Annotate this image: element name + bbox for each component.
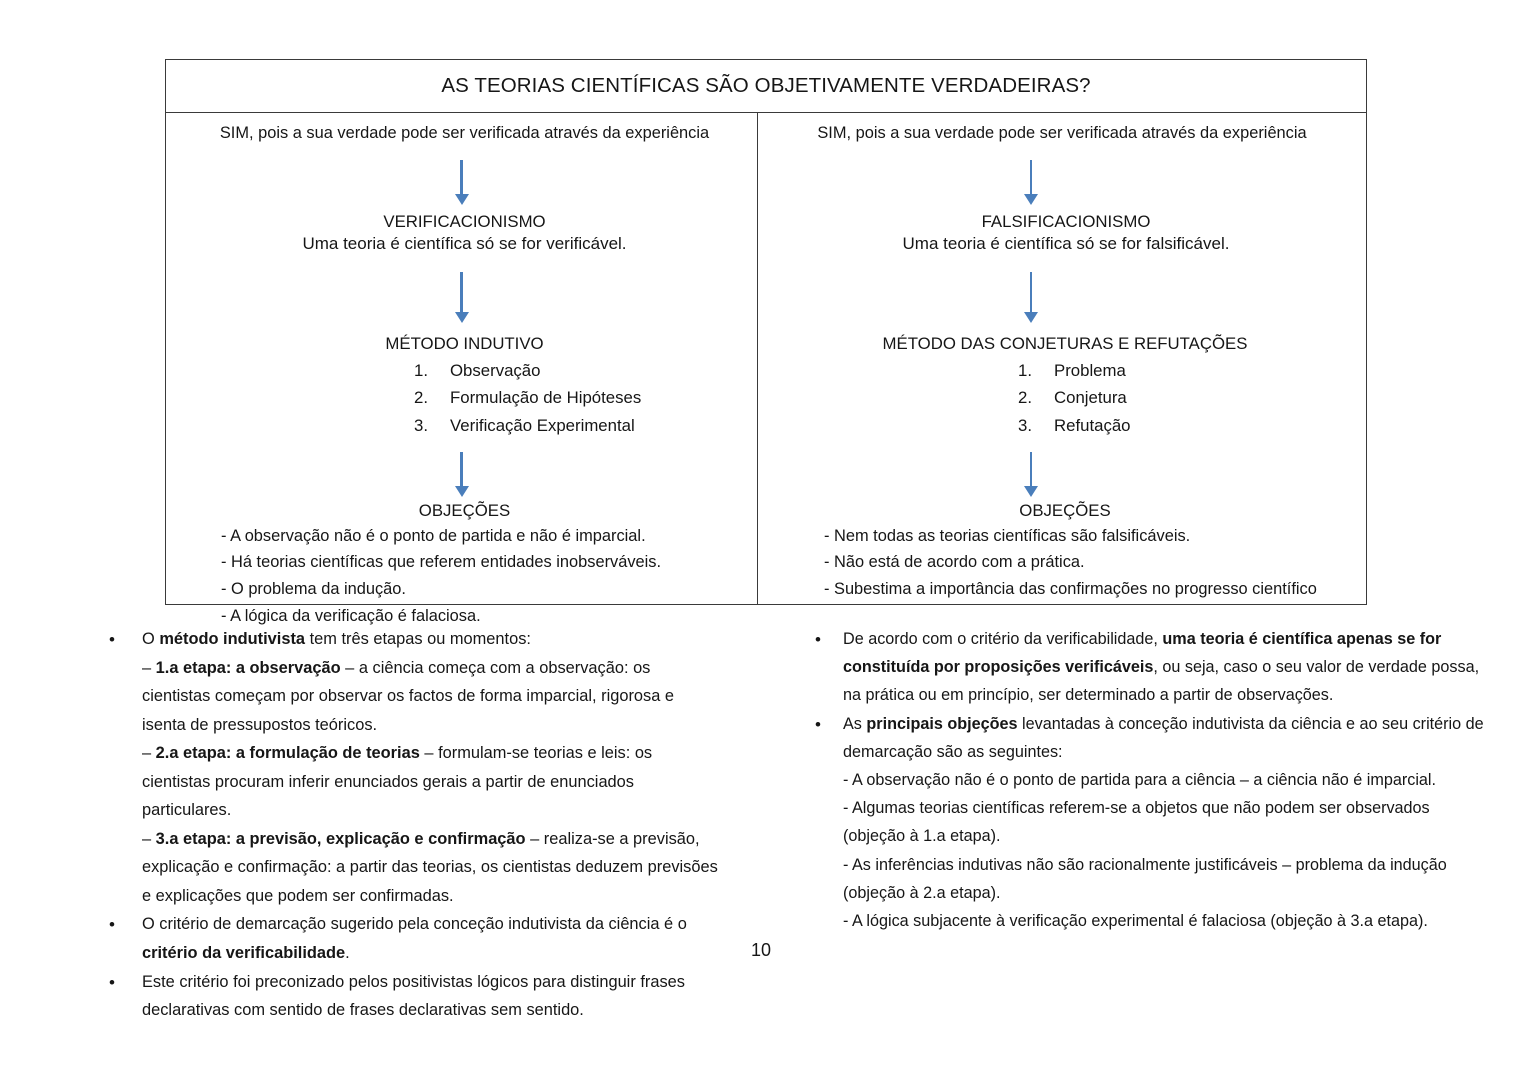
objections-list-left bbox=[166, 523, 757, 629]
bullet-marker-icon: • bbox=[109, 972, 115, 992]
list-item: - A observação não é o ponto de partida e não é imparcial. bbox=[221, 526, 646, 545]
note-subline bbox=[142, 825, 720, 911]
list-item bbox=[1018, 357, 1366, 384]
body-text: – formulam-se teorias e leis: os cientistas procuram inferir enunciados gerais a partir de enunciados particulares. bbox=[142, 744, 653, 820]
note-bullet-text bbox=[142, 630, 531, 648]
note-bullet-item bbox=[805, 710, 1495, 936]
arrow-down-icon-5 bbox=[1011, 272, 1051, 323]
table-column-falsificacionismo bbox=[758, 113, 1366, 604]
note-bullet-item bbox=[100, 910, 720, 967]
doctrine-definition-right: Uma teoria é científica só se for falsificável. bbox=[902, 233, 1230, 253]
bullet-marker-icon: • bbox=[815, 714, 821, 734]
emphasis-text: 3.a etapa: a previsão, explicação e confirmação bbox=[155, 829, 526, 848]
method-steps-right bbox=[758, 357, 1366, 439]
body-text: – bbox=[142, 744, 156, 763]
notes-bullet-list-right bbox=[805, 625, 1495, 935]
body-text: , ou seja, caso o seu valor de verdade possa, na prática ou em princípio, ser determinado a partir de observações. bbox=[843, 658, 1480, 705]
body-text: O bbox=[142, 630, 160, 648]
step-number: 1. bbox=[414, 361, 428, 381]
body-text: – a ciência começa com a observação: os cientistas começam por observar os factos de forma imparcial, rigorosa e isenta de pressupostos teóricos. bbox=[142, 658, 674, 734]
note-subline bbox=[843, 907, 1495, 935]
note-bullet-text bbox=[142, 973, 685, 1020]
table-body bbox=[166, 113, 1366, 625]
body-text: As bbox=[843, 714, 867, 733]
doctrine-name-left: VERIFICACIONISMO bbox=[383, 211, 546, 231]
list-item: - O problema da indução. bbox=[221, 580, 406, 599]
doctrine-definition-left: Uma teoria é científica só se for verificável. bbox=[302, 233, 627, 253]
note-bullet-item bbox=[100, 968, 720, 1025]
step-number: 3. bbox=[414, 415, 428, 435]
body-text: - A observação não é o ponto de partida para a ciência – a ciência não é imparcial. bbox=[843, 770, 1437, 789]
step-number: 2. bbox=[1018, 388, 1032, 408]
bullet-marker-icon: • bbox=[109, 630, 115, 649]
body-text: . bbox=[345, 944, 350, 963]
list-item bbox=[414, 357, 757, 384]
note-bullet-item bbox=[805, 625, 1495, 710]
emphasis-text: método indutivista bbox=[159, 630, 306, 648]
arrow-down-icon-2 bbox=[442, 272, 482, 323]
bullet-marker-icon: • bbox=[109, 915, 115, 935]
objections-title-right: OBJEÇÕES bbox=[1019, 500, 1111, 520]
note-subline bbox=[142, 654, 720, 740]
note-subline bbox=[843, 766, 1495, 794]
column-intro-right: SIM, pois a sua verdade pode ser verificada através da experiência bbox=[817, 124, 1307, 142]
emphasis-text: 1.a etapa: a observação bbox=[155, 658, 341, 677]
body-text: – bbox=[142, 658, 156, 677]
emphasis-text: uma teoria é científica apenas se for constituída por proposições verificáveis bbox=[843, 630, 1442, 677]
body-text: levantadas à conceção indutivista da ciência e ao seu critério de demarcação são as seguintes: bbox=[843, 714, 1484, 761]
doctrine-name-right: FALSIFICACIONISMO bbox=[981, 211, 1151, 231]
bullet-marker-icon: • bbox=[815, 630, 821, 649]
body-text: O critério de demarcação sugerido pela conceção indutivista da ciência é o bbox=[142, 915, 687, 934]
list-item: - Há teorias científicas que referem entidades inobserváveis. bbox=[221, 553, 662, 572]
list-item bbox=[414, 412, 757, 439]
column-intro-left: SIM, pois a sua verdade pode ser verificada através da experiência bbox=[219, 124, 710, 142]
arrow-down-icon-6 bbox=[1011, 452, 1051, 497]
notes-bullet-list-left bbox=[100, 625, 720, 1025]
body-text: – realiza-se a previsão, explicação e confirmação: a partir das teorias, os cientistas deduzem previsões e explicações que podem ser confirmadas. bbox=[142, 829, 718, 905]
step-label: Verificação Experimental bbox=[450, 415, 635, 435]
step-number: 1. bbox=[1018, 361, 1032, 381]
comparison-table bbox=[165, 59, 1367, 625]
list-item: - Nem todas as teorias científicas são falsificáveis. bbox=[824, 526, 1191, 545]
body-text: – bbox=[142, 829, 156, 848]
objections-title-left: OBJEÇÕES bbox=[418, 500, 511, 520]
note-subline bbox=[843, 851, 1495, 907]
emphasis-text: 2.a etapa: a formulação de teorias bbox=[155, 744, 420, 763]
method-steps-left bbox=[166, 357, 757, 439]
note-bullet-text bbox=[843, 630, 1479, 704]
arrow-down-icon-3 bbox=[442, 452, 482, 497]
note-bullet-item bbox=[100, 625, 720, 910]
body-text: De acordo com o critério da verificabilidade, bbox=[843, 630, 1163, 648]
notes-column-right bbox=[805, 625, 1495, 935]
body-text: - As inferências indutivas não são racionalmente justificáveis – problema da indução (objeção à 2.a etapa). bbox=[843, 855, 1447, 902]
step-number: 3. bbox=[1018, 415, 1032, 435]
table-title: AS TEORIAS CIENTÍFICAS SÃO OBJETIVAMENTE VERDADEIRAS? bbox=[441, 74, 1091, 97]
list-item bbox=[1018, 412, 1366, 439]
step-number: 2. bbox=[414, 388, 428, 408]
note-subline bbox=[843, 794, 1495, 850]
list-item: - Subestima a importância das confirmações no progresso científico bbox=[824, 580, 1317, 599]
page-number: 10 bbox=[751, 940, 772, 960]
note-bullet-text bbox=[142, 915, 687, 962]
list-item bbox=[414, 384, 757, 411]
list-item: - A lógica da verificação é falaciosa. bbox=[221, 606, 481, 625]
note-subline bbox=[142, 739, 720, 825]
list-item bbox=[1018, 384, 1366, 411]
arrow-down-icon-4 bbox=[1011, 160, 1051, 205]
step-label: Formulação de Hipóteses bbox=[450, 388, 642, 408]
arrow-down-icon-1 bbox=[442, 160, 482, 205]
body-text: Este critério foi preconizado pelos positivistas lógicos para distinguir frases declarativas com sentido de frases declarativas sem sentido. bbox=[142, 972, 685, 1020]
table-header-row bbox=[166, 60, 1366, 113]
step-label: Observação bbox=[450, 361, 541, 381]
method-title-right: MÉTODO DAS CONJETURAS E REFUTAÇÕES bbox=[882, 334, 1248, 354]
objections-list-right bbox=[758, 523, 1366, 603]
method-title-left: MÉTODO INDUTIVO bbox=[385, 334, 544, 354]
step-label: Problema bbox=[1054, 361, 1126, 381]
body-text: - A lógica subjacente à verificação experimental é falaciosa (objeção à 3.a etapa). bbox=[843, 911, 1428, 930]
step-label: Refutação bbox=[1054, 415, 1131, 435]
list-item: - Não está de acordo com a prática. bbox=[824, 553, 1085, 572]
table-column-verificacionismo bbox=[166, 113, 758, 625]
notes-column-left bbox=[100, 625, 720, 1025]
step-label: Conjetura bbox=[1054, 388, 1127, 408]
note-bullet-text bbox=[843, 715, 1484, 761]
body-text: tem três etapas ou momentos: bbox=[305, 630, 531, 648]
emphasis-text: principais objeções bbox=[866, 714, 1018, 733]
emphasis-text: critério da verificabilidade bbox=[142, 944, 346, 963]
body-text: - Algumas teorias científicas referem-se a objetos que não podem ser observados (objeção à 1.a etapa). bbox=[843, 799, 1430, 846]
